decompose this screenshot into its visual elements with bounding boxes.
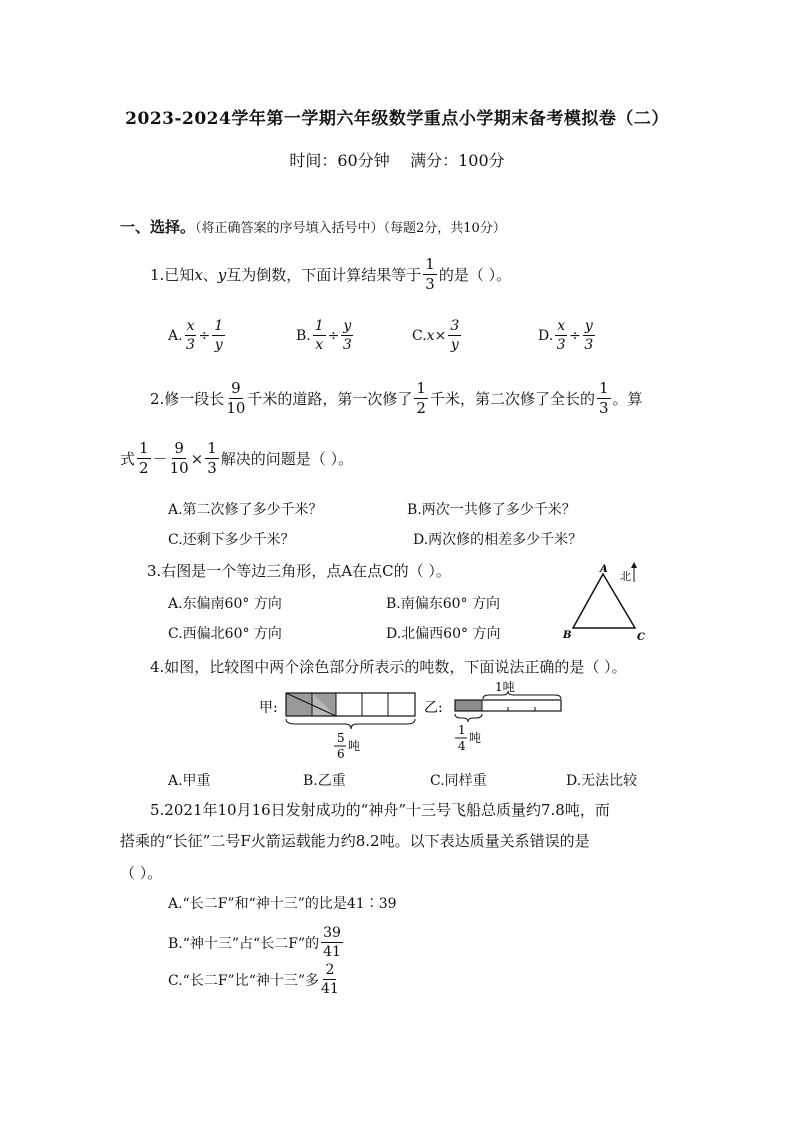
question-3-stem: 3.右图是一个等边三角形，点A在点C的（ ）。	[147, 562, 451, 580]
yi-unit: 吨	[469, 731, 482, 745]
q1-option-a: A. $\frac{x}{3}$ ÷ $\frac{1}{y}$	[168, 318, 224, 353]
yi-bottom-brace	[455, 714, 482, 722]
q4-option-d: D.无法比较	[566, 773, 638, 789]
q2-option-b: B.两次一共修了多少千米？	[407, 502, 576, 518]
q4-option-b: B.乙重	[303, 773, 346, 789]
vertex-c-label: C	[637, 632, 645, 643]
q3-option-a: A.东偏南60° 方向	[168, 596, 282, 612]
question-4-stem: 4.如图，比较图中两个涂色部分所表示的吨数，下面说法正确的是（ ）。	[150, 658, 627, 676]
q2-option-d: D.两次修的相差多少千米？	[413, 532, 583, 548]
question-5-line1: 5.2021年10月16日发射成功的“神舟”十三号飞船总质量约7.8吨，而	[150, 801, 610, 819]
vertex-a-label: A	[600, 564, 608, 575]
q4-figure	[255, 678, 585, 760]
q4-option-c: C.同样重	[430, 773, 487, 789]
yi-shaded	[455, 700, 482, 711]
jia-unit: 吨	[348, 739, 361, 753]
exam-meta	[0, 148, 794, 171]
q1-option-b: B. $\frac{1}{x}$ ÷ $\frac{y}{3}$	[296, 318, 352, 353]
jia-full-shade	[286, 693, 312, 716]
question-2-formula: 式 $\frac{1}{2}$ － $\frac{9}{10}$ × $\frac{1}{3}$ 解决的问题是（ ）。	[120, 439, 354, 477]
q2-option-a: A.第二次修了多少千米？	[168, 502, 323, 518]
q5-option-b: B.“神十三”占“长二F”的 $\frac{39}{41}$	[168, 925, 341, 960]
q1-suffix: 的是（ ）。	[438, 266, 512, 284]
question-5-line3: （ ）。	[120, 864, 163, 882]
q1-var-y: y	[217, 265, 227, 284]
vertex-b-label: B	[563, 630, 572, 641]
page-title: 2023-2024学年第一学期六年级数学重点小学期末备考模拟卷（二）	[125, 109, 669, 129]
q5-option-a: A.“长二F”和“神十三”的比是41∶39	[168, 896, 397, 912]
q3-option-c: C.西偏北60° 方向	[168, 626, 282, 642]
q2-option-c: C.还剩下多少千米？	[168, 532, 295, 548]
yi-frac-n: 1	[458, 723, 466, 737]
time-label: 时间：60分钟	[289, 151, 390, 170]
yi-label: 乙:	[424, 700, 443, 716]
yi-frac-d: 4	[458, 739, 466, 753]
q4-option-a: A.甲重	[168, 773, 211, 789]
north-label: 北	[620, 570, 631, 583]
q1-fraction: $\frac{1}{3}$	[425, 255, 435, 293]
yi-top-label: 1吨	[495, 680, 515, 694]
q1-sep: 、	[202, 266, 218, 284]
section-instruction: （将正确答案的序号填入括号中）（每题2分，共10分）	[195, 221, 506, 236]
question-5-line2: 搭乘的“长征”二号F火箭运载能力约8.2吨。以下表达质量关系错误的是	[120, 832, 590, 850]
jia-brace	[286, 719, 415, 729]
q1-prefix: 1.已知	[150, 266, 195, 284]
q1-var-x: x	[194, 265, 203, 284]
score-label: 满分：100分	[410, 151, 505, 170]
triangle-figure	[560, 560, 680, 644]
question-1-stem	[150, 257, 511, 292]
section-heading	[120, 216, 506, 237]
q1-option-c: C. x × $\frac{3}{y}$	[412, 318, 460, 353]
north-arrowhead-icon	[631, 562, 637, 568]
question-2-stem: 2.修一段长 $\frac{9}{10}$ 千米的道路，第一次修了 $\frac{1}{2}$ 千米，第二次修了全长的 $\frac{1}{3}$ 。算	[150, 379, 643, 417]
q5-option-c: C.“长二F”比“神十三”多 $\frac{2}{41}$	[168, 962, 339, 997]
jia-frac-n: 5	[337, 731, 345, 745]
section-title: 一、选择。	[120, 218, 196, 236]
q1-option-d: D. $\frac{x}{3}$ ÷ $\frac{y}{3}$	[538, 318, 594, 353]
jia-frac-d: 6	[337, 747, 345, 760]
q3-option-d: D.北偏西60° 方向	[386, 626, 501, 642]
q3-option-b: B.南偏东60° 方向	[386, 596, 501, 612]
jia-label: 甲:	[259, 700, 278, 716]
q1-mid: 互为倒数，下面计算结果等于	[226, 266, 422, 284]
yi-ticks	[482, 700, 535, 711]
